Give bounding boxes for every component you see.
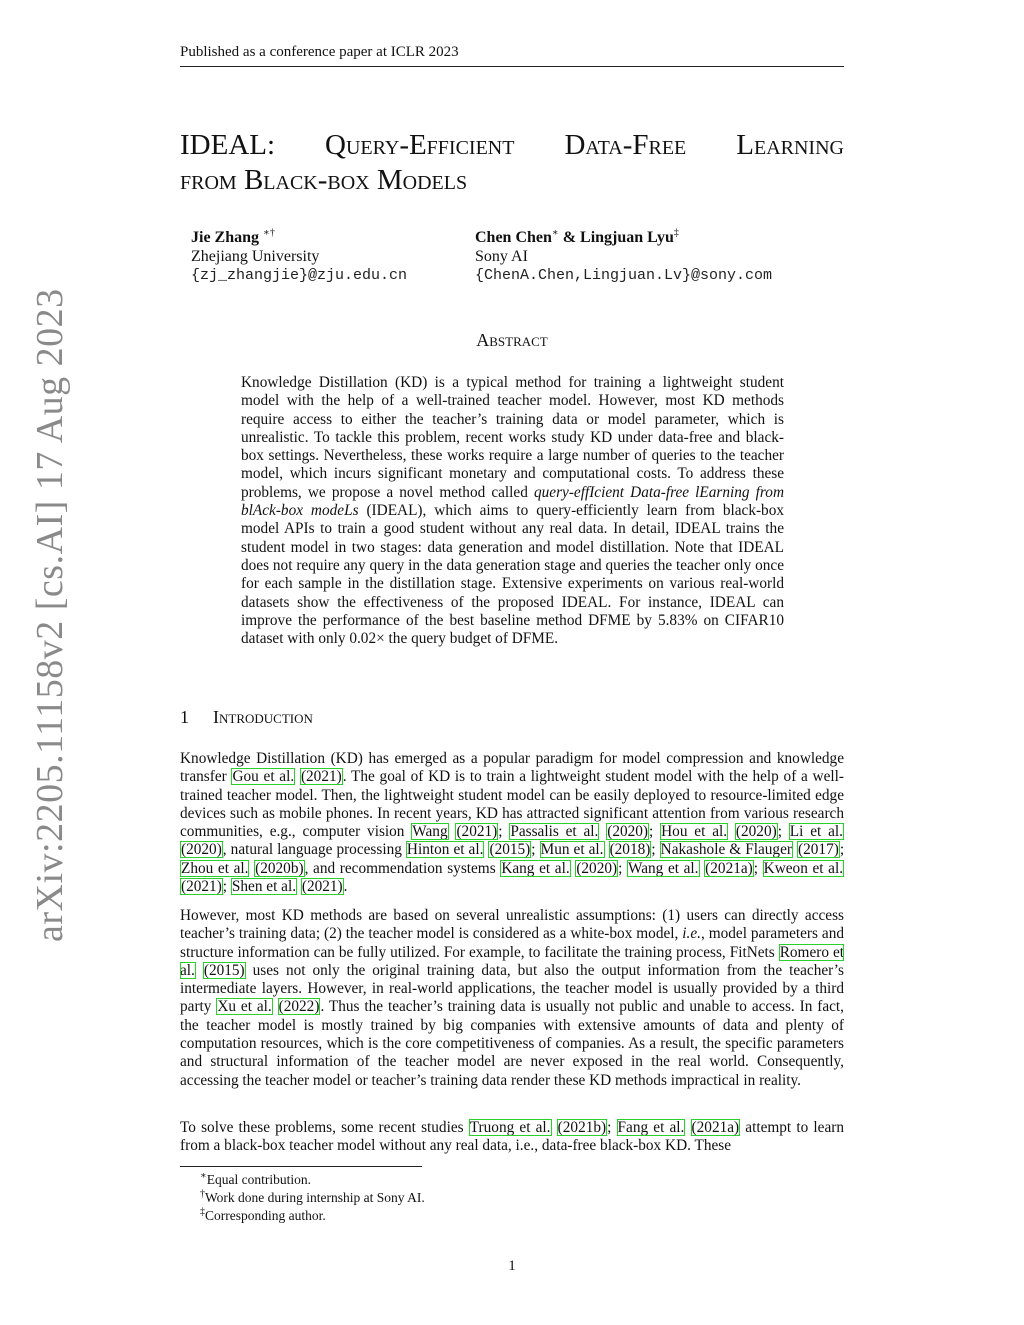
abstract-heading: Abstract: [476, 330, 548, 350]
title-line-2: from Black-box Models: [180, 164, 468, 196]
author-email[interactable]: {ChenA.Chen,Lingjuan.Lv}@sony.com: [475, 267, 773, 284]
running-header: Published as a conference paper at ICLR 2023: [180, 44, 459, 60]
author-affiliation: Sony AI: [475, 248, 528, 265]
author-marks: ∗†: [263, 227, 275, 239]
citation-link[interactable]: (2021a): [691, 1119, 740, 1136]
author-affiliation: Zhejiang University: [191, 248, 320, 265]
footnote-equal-contribution: ∗Equal contribution.: [200, 1170, 312, 1187]
citation-link[interactable]: (2021a): [705, 859, 753, 877]
title-word: Query-Efficient: [325, 129, 515, 161]
intro-paragraph-3: To solve these problems, some recent studies Truong et al. (2021b); Fang et al. (2021a) attempt to learn from a black-box teacher model without any real data, i.e., data-free black-box KD. These: [180, 1119, 844, 1155]
page-number: 1: [508, 1258, 516, 1274]
footnote-divider: [180, 1166, 422, 1167]
citation-link[interactable]: Gou et al.: [232, 768, 295, 786]
title-word: Data-Free: [564, 129, 687, 161]
section-title: Introduction: [213, 707, 313, 727]
header-divider: [180, 66, 844, 67]
citation-link[interactable]: (2022): [278, 998, 320, 1016]
arxiv-identifier[interactable]: arXiv:2205.11158v2 [cs.AI] 17 Aug 2023: [29, 288, 71, 942]
citation-link[interactable]: (2020): [181, 841, 222, 859]
title-word: IDEAL:: [180, 129, 276, 161]
citation-link[interactable]: (2021): [181, 878, 222, 896]
citation-link[interactable]: Romero et al.: [180, 943, 844, 979]
citation-link[interactable]: (2015): [489, 841, 531, 859]
intro-paragraph-1: Knowledge Distillation (KD) has emerged as a popular paradigm for model compression and knowledge transfer Gou et al. (2021). The goal of KD is to train a lightweight student model with the help of a well-trained teacher model. Then, the lightweight student model can be easily deployed to resource-limited edge devices such as mobile phones. In recent years, KD has attracted significant attention from various research communities, e.g., computer vision Wang (2021); Passalis et al. (2020); Hou et al. (2020); Li et al. (2020), natural language processing Hinton et al. (2015); Mun et al. (2018); Nakashole & Flauger (2017); Zhou et al. (2020b), and recommendation systems Kang et al. (2020); Wang et al. (2021a); Kweon et al. (2021); Shen et al. (2021).: [180, 750, 845, 896]
author-name: Jie Zhang: [191, 229, 260, 246]
author-marks: ∗: [551, 227, 559, 239]
citation-link[interactable]: Truong et al.: [469, 1119, 551, 1136]
citation-link[interactable]: Shen et al.: [231, 878, 297, 896]
abstract-text: [241, 374, 784, 648]
citation-link[interactable]: Kang et al.: [501, 859, 570, 877]
citation-link[interactable]: (2018): [609, 841, 651, 859]
author-email[interactable]: {zj_zhangjie}@zju.edu.cn: [191, 267, 408, 284]
citation-link[interactable]: Li et al.: [789, 823, 843, 841]
author-name: Chen Chen: [475, 229, 552, 246]
author-block-1: [191, 228, 407, 285]
section-heading-introduction: [180, 707, 313, 728]
citation-link[interactable]: (2021): [301, 878, 343, 896]
author-name: & Lingjuan Lyu: [558, 229, 674, 246]
citation-link[interactable]: Nakashole & Flauger: [660, 841, 792, 859]
footnote-corresponding: ‡Corresponding author.: [200, 1206, 326, 1223]
citation-link[interactable]: Wang: [412, 823, 448, 841]
title-word: Learning: [736, 129, 844, 161]
citation-link[interactable]: Passalis et al.: [510, 823, 599, 841]
citation-link[interactable]: (2021): [456, 823, 498, 841]
citation-link[interactable]: Xu et al.: [217, 998, 272, 1016]
citation-link[interactable]: Mun et al.: [540, 841, 604, 859]
citation-link[interactable]: Fang et al.: [617, 1119, 685, 1136]
citation-link[interactable]: Hou et al.: [661, 823, 728, 841]
citation-link[interactable]: (2021b): [557, 1119, 607, 1136]
citation-link[interactable]: (2021): [300, 768, 342, 786]
citation-link[interactable]: Zhou et al.: [181, 859, 249, 877]
citation-link[interactable]: Kweon et al.: [763, 859, 844, 877]
intro-paragraph-2: However, most KD methods are based on several unrealistic assumptions: (1) users can directly access teacher’s training data; (2) the teacher model is considered as a white-box model, i.e., model parameters and structure information can be fully utilized. For example, to facilitate the training process, FitNets Romero et al. (2015) uses not only the original training data, but also the output information from the teacher’s intermediate layers. However, in real-world applications, the teacher model is usually provided by a third party Xu et al. (2022). Thus the teacher’s training data is usually not public and unable to access. In fact, the teacher model is mostly trained by big companies with extensive amounts of data and plenty of computation resources, which is the core competitiveness of companies. As a result, the specific parameters and structural information of the teacher model are never exposed in the real world. Consequently, accessing the teacher model or teacher’s training data render these KD methods impractical in reality.: [180, 907, 845, 1089]
citation-link[interactable]: (2020b): [255, 859, 304, 877]
abstract-method-name: query-effIcient Data-free lEarning from blAck-box modeLs: [241, 483, 784, 520]
citation-link[interactable]: (2017): [798, 841, 839, 859]
author-block-2: [475, 228, 772, 285]
citation-link[interactable]: (2020): [735, 823, 777, 841]
citation-link[interactable]: (2015): [203, 961, 245, 979]
abstract-part: (IDEAL), which aims to query-efficiently learn from black-box model APIs to train a good student without any real data. In detail, IDEAL trains the student model in two stages: data generation and model distillation. Note that IDEAL does not require any query in the data generation stage and queries the teacher only once for each sample in the distillation stage. Extensive experiments on various real-world datasets show the effectiveness of the proposed IDEAL. For instance, IDEAL can improve the performance of the best baseline method DFME by 5.83% on CIFAR10 dataset with only 0.02× the query budget of DFME.: [241, 502, 785, 648]
section-number: 1: [180, 707, 189, 727]
paper-title: [180, 128, 844, 198]
author-marks: ‡: [673, 227, 679, 239]
citation-link[interactable]: (2020): [607, 823, 649, 841]
abstract-part: Knowledge Distillation (KD) is a typical method for training a lightweight student model with the help of a well-trained teacher model. However, most KD methods require access to either the teacher’s training data or model parameter, which is unrealistic. To tackle this problem, recent works study KD under data-free and black-box settings. Nevertheless, these works require a large number of queries to the teacher model, which incurs significant monetary and computational costs. To address these problems, we propose a novel method called: [241, 374, 784, 501]
citation-link[interactable]: Hinton et al.: [406, 841, 484, 859]
citation-link[interactable]: Wang et al.: [628, 859, 699, 877]
footnote-internship: †Work done during internship at Sony AI.: [200, 1188, 425, 1205]
citation-link[interactable]: (2020): [576, 859, 618, 877]
